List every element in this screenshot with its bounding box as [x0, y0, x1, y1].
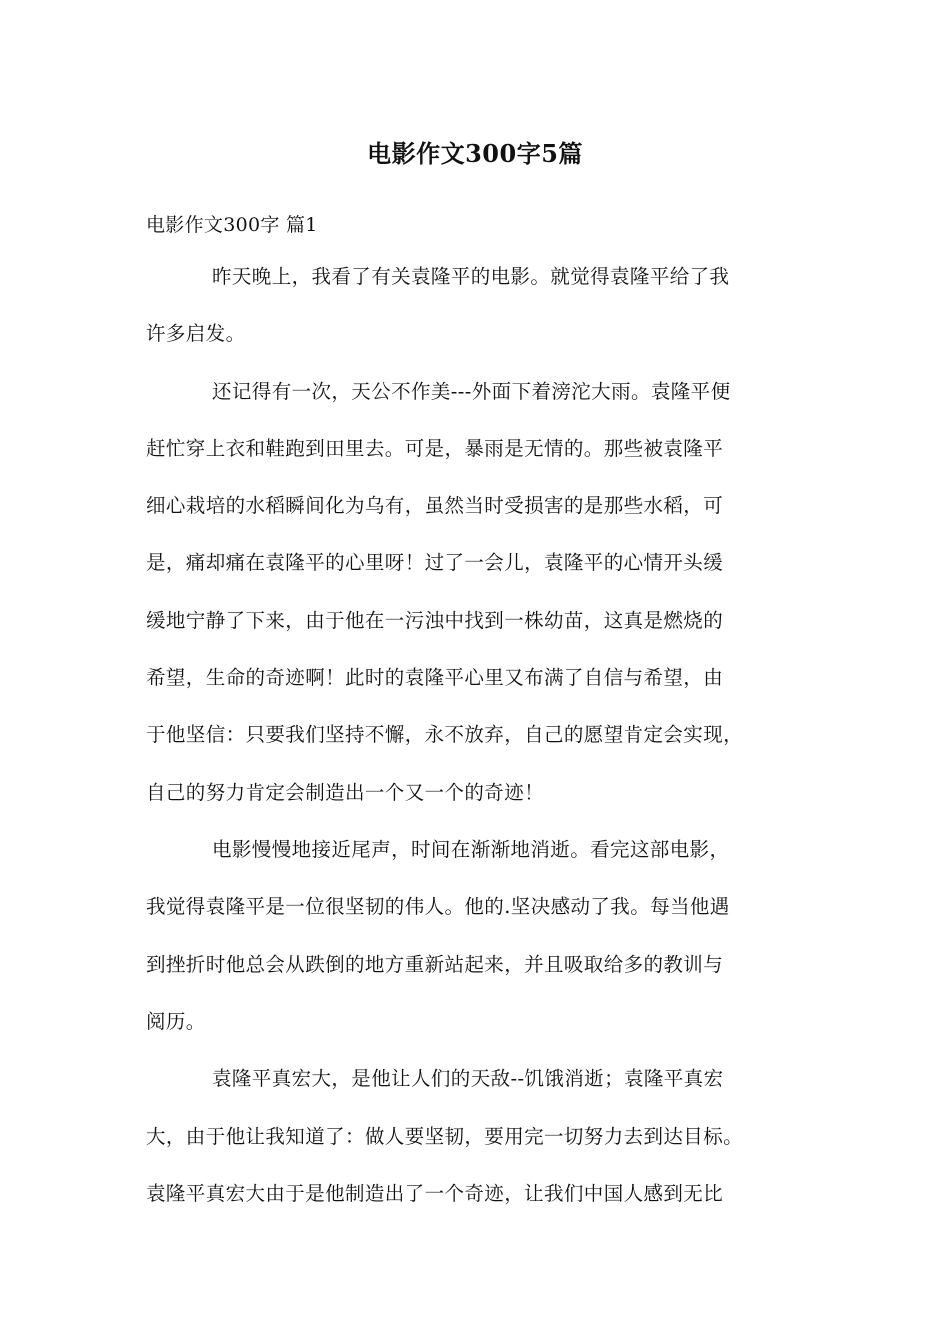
- paragraph-2-line-6: 希望，生命的奇迹啊！此时的袁隆平心里又布满了自信与希望，由: [146, 666, 724, 689]
- paragraph-3-line-1: 电影慢慢地接近尾声，时间在渐渐地消逝。看完这部电影，: [212, 838, 730, 861]
- paragraph-4-line-2: 大，由于他让我知道了：做人要坚韧，要用完一切努力去到达目标。: [146, 1125, 744, 1148]
- paragraph-2-line-5: 缓地宁静了下来，由于他在一污浊中找到一株幼苗，这真是燃烧的: [146, 609, 724, 632]
- paragraph-2-line-1: 还记得有一次，天公不作美---外面下着滂沱大雨。袁隆平便: [212, 380, 731, 403]
- paragraph-2-line-3: 细心栽培的水稻瞬间化为乌有，虽然当时受损害的是那些水稻，可: [146, 494, 724, 517]
- paragraph-1-line-1: 昨天晚上，我看了有关袁隆平的电影。就觉得袁隆平给了我: [212, 265, 730, 288]
- paragraph-4-line-1: 袁隆平真宏大，是他让人们的天敌--饥饿消逝；袁隆平真宏: [212, 1067, 724, 1090]
- paragraph-2-line-2: 赶忙穿上衣和鞋跑到田里去。可是，暴雨是无情的。那些被袁隆平: [146, 437, 724, 460]
- paragraph-3-line-4: 阅历。: [146, 1010, 206, 1033]
- document-title: 电影作文300字5篇: [367, 139, 583, 168]
- paragraph-4-line-3: 袁隆平真宏大由于是他制造出了一个奇迹，让我们中国人感到无比: [146, 1182, 724, 1205]
- paragraph-2-line-8: 自己的努力肯定会制造出一个又一个的奇迹！: [146, 781, 545, 804]
- paragraph-2-line-7: 于他坚信：只要我们坚持不懈，永不放弃，自己的愿望肯定会实现，: [146, 723, 744, 746]
- section-heading: 电影作文300字 篇1: [146, 214, 318, 236]
- paragraph-3-line-2: 我觉得袁隆平是一位很坚韧的伟人。他的.坚决感动了我。每当他遇: [146, 895, 730, 918]
- paragraph-2-line-4: 是，痛却痛在袁隆平的心里呀！过了一会儿，袁隆平的心情开头缓: [146, 551, 724, 574]
- paragraph-3-line-3: 到挫折时他总会从跌倒的地方重新站起来，并且吸取给多的教训与: [146, 953, 724, 976]
- paragraph-1-line-2: 许多启发。: [146, 322, 246, 345]
